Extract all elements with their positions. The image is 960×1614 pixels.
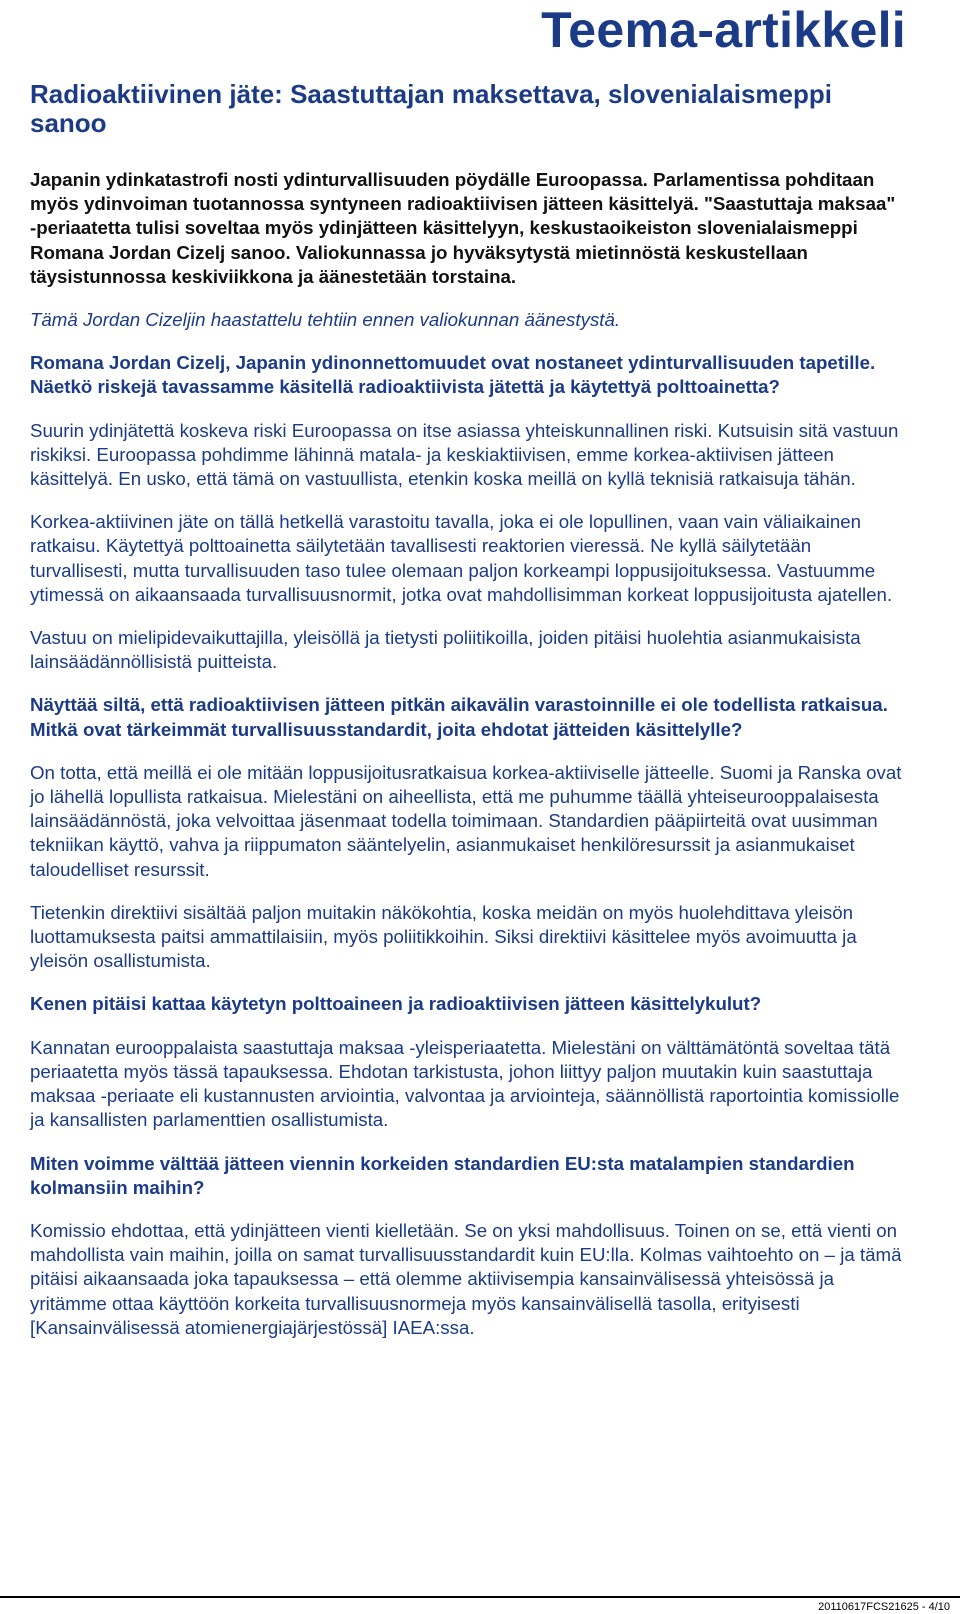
section-label: Teema-artikkeli — [541, 2, 906, 58]
page-identifier: 20110617FCS21625 - 4/10 — [818, 1601, 950, 1613]
answer-1-paragraph-1: Suurin ydinjätettä koskeva riski Euroopassa on itse asiassa yhteiskunnallinen riski. Kutsuisin sitä vastuun riskiksi. Euroopassa pohdimme lähinnä matala- ja keskiaktiivisen, emme korkea-aktiivisen jätteen käsittelyä. En usko, että tämä on vastuullista, etenkin koska meillä on kyllä teknisiä ratkaisuja tähän. — [30, 419, 899, 490]
answer-2-paragraph-1: On totta, että meillä ei ole mitään loppusijoitusratkaisua korkea-aktiiviselle jätteelle. Suomi ja Ranska ovat jo lähellä lopullista ratkaisua. Mielestäni on aiheellista, että me puhumme täällä yhteiseurooppalaisesta lainsäädännöstä, joka velvoittaa jäsenmaat todella toimimaan. Standardien pääpiirteitä ovat uusimman tekniikan käyttö, vahva ja riippumaton sääntelyelin, asianmukaiset henkilöresurssit ja asianmukaiset taloudelliset resurssit. — [30, 761, 902, 880]
article-headline: Radioaktiivinen jäte: Saastuttajan maksettava, slovenialaismeppi sanoo — [30, 79, 832, 138]
question-2: Näyttää siltä, että radioaktiivisen jätteen pitkän aikavälin varastoinnille ei ole todellista ratkaisua. Mitkä ovat tärkeimmät turvallisuusstandardit, joita ehdotat jätteiden käsittelylle? — [30, 694, 888, 740]
question-4: Miten voimme välttää jätteen viennin korkeiden standardien EU:sta matalampien standardien kolmansiin maihin? — [30, 1152, 855, 1198]
footer-divider — [0, 1596, 960, 1598]
article-lead: Japanin ydinkatastrofi nosti ydinturvallisuuden pöydälle Euroopassa. Parlamentissa pohditaan myös ydinvoiman tuotannossa syntyneen radioaktiivisen jätteen käsittelyä. "Saastuttaja maksaa" -periaatetta tulisi soveltaa myös ydinjätteen käsittelyyn, keskustaoikeiston slovenialaismeppi Romana Jordan Cizelj sanoo. Valiokunnassa jo hyväksytystä mietinnöstä keskustellaan täysistunnossa keskiviikkona ja äänestetään torstaina. — [30, 169, 896, 287]
question-1: Romana Jordan Cizelj, Japanin ydinonnettomuudet ovat nostaneet ydinturvallisuuden tapetille. Näetkö riskejä tavassamme käsitellä radioaktiivista jätettä ja käytettyä polttoainetta? — [30, 352, 876, 398]
answer-1-paragraph-2: Korkea-aktiivinen jäte on tällä hetkellä varastoitu tavalla, joka ei ole lopullinen, vaan vain väliaikainen ratkaisu. Käytettyä polttoainetta säilytetään tavallisesti reaktorien vieressä. Ne kyllä säilytetään turvallisesti, mutta turvallisuuden taso tulee olemaan paljon korkeampi loppusijoituksessa. Vastuumme ytimessä on aikaansaada turvallisuusnormit, jotka ovat mahdollisimman korkeat loppusijoitusta ajatellen. — [30, 511, 893, 605]
question-3: Kenen pitäisi kattaa käytetyn polttoaineen ja radioaktiivisen jätteen käsittelykulut? — [30, 993, 762, 1015]
answer-3-paragraph-1: Kannatan eurooppalaista saastuttaja maksaa -yleisperiaatetta. Mielestäni on välttämätöntä soveltaa tätä periaatetta myös tässä tapauksessa. Ehdotan tarkistusta, johon liittyy paljon muutakin kuin saastuttaja maksaa -periaate eli kustannusten arviointia, valvontaa ja arviointeja, säännöllistä raportointia komissiolle ja kansallisten parlamenttien osallistumista. — [30, 1036, 900, 1131]
answer-1-paragraph-3: Vastuu on mielipidevaikuttajilla, yleisöllä ja tietysti poliitikoilla, joiden pitäisi huolehtia asianmukaisista lainsäädännöllisistä puitteista. — [30, 627, 861, 673]
answer-2-paragraph-2: Tietenkin direktiivi sisältää paljon muitakin näkökohtia, koska meidän on myös huolehdittava yleisön luottamuksesta paitsi ammattilaisiin, myös poliitikkoihin. Siksi direktiivi käsittelee myös avoimuutta ja yleisön osallistumista. — [30, 901, 857, 972]
interview-note: Tämä Jordan Cizeljin haastattelu tehtiin ennen valiokunnan äänestystä. — [30, 309, 621, 331]
article-body — [30, 168, 906, 1359]
answer-4-paragraph-1: Komissio ehdottaa, että ydinjätteen vienti kielletään. Se on yksi mahdollisuus. Toinen on se, että vienti on mahdollista vain maihin, joilla on samat turvallisuusstandardit kuin EU:lla. Kolmas vaihtoehto on – ja tämä pitäisi aikaansaada joka tapauksessa – että olemme aktiivisempia kansainvälisessä yhteisössä ja yritämme ottaa käyttöön korkeita turvallisuusnormeja myös kansainvälisellä tasolla, erityisesti [Kansainvälisessä atomienergiajärjestössä] IAEA:ssa. — [30, 1219, 902, 1338]
